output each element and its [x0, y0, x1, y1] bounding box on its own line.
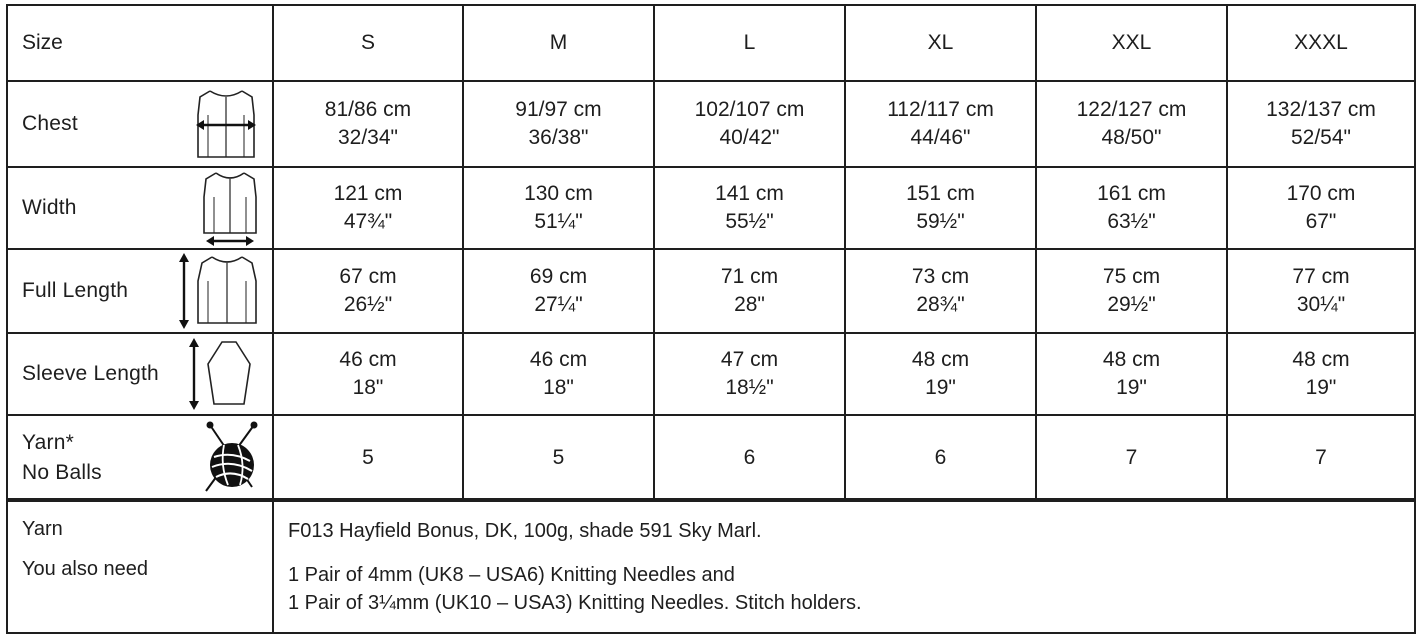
yarn-balls-xxl: 7	[1036, 415, 1227, 501]
full-length-xl: 73 cm 28¾"	[845, 249, 1036, 333]
materials-row	[7, 499, 1415, 633]
sleeve-length-label-cell	[7, 333, 273, 415]
width-xxl: 161 cm 63½"	[1036, 167, 1227, 249]
yarn-balls-label-cell	[7, 415, 273, 501]
full-length-m: 69 cm 27¼"	[463, 249, 654, 333]
chest-label-cell	[7, 81, 273, 167]
chest-xl: 112/117 cm 44/46"	[845, 81, 1036, 167]
materials-table	[6, 498, 1416, 634]
width-s: 121 cm 47¾"	[273, 167, 463, 249]
materials-label-cell	[7, 499, 273, 633]
materials-text-cell	[273, 499, 1415, 633]
header-row	[7, 5, 1415, 81]
width-l: 141 cm 55½"	[654, 167, 845, 249]
chest-s: 81/86 cm 32/34"	[273, 81, 463, 167]
chest-label: Chest	[22, 112, 78, 135]
full-length-xxl: 75 cm 29½"	[1036, 249, 1227, 333]
width-xxxl: 170 cm 67"	[1227, 167, 1415, 249]
chest-row	[7, 81, 1415, 167]
yarn-balls-label: Yarn* No Balls	[22, 431, 102, 484]
sleeve-length-xxl: 48 cm 19"	[1036, 333, 1227, 415]
full-length-row	[7, 249, 1415, 333]
sleeve-length-xl: 48 cm 19"	[845, 333, 1036, 415]
width-m: 130 cm 51¼"	[463, 167, 654, 249]
yarn-description: F013 Hayfield Bonus, DK, 100g, shade 591 Sky Marl.	[288, 520, 762, 542]
yarn-balls-xxxl: 7	[1227, 415, 1415, 501]
width-xl: 151 cm 59½"	[845, 167, 1036, 249]
full-length-xxxl: 77 cm 30¼"	[1227, 249, 1415, 333]
full-length-l: 71 cm 28"	[654, 249, 845, 333]
size-header-xl: XL	[845, 5, 1036, 81]
sleeve-length-m: 46 cm 18"	[463, 333, 654, 415]
chest-xxl: 122/127 cm 48/50"	[1036, 81, 1227, 167]
width-label-cell	[7, 167, 273, 249]
size-header-s: S	[273, 5, 463, 81]
chest-xxxl: 132/137 cm 52/54"	[1227, 81, 1415, 167]
width-row	[7, 167, 1415, 249]
full-length-measure-icon	[176, 251, 262, 331]
size-header: Size	[7, 5, 273, 81]
yarn-ball-needles-icon	[202, 421, 262, 495]
yarn-label: Yarn	[22, 518, 63, 540]
sleeve-length-row	[7, 333, 1415, 415]
size-chart	[6, 4, 1414, 632]
yarn-balls-row	[7, 415, 1415, 501]
chest-l: 102/107 cm 40/42"	[654, 81, 845, 167]
size-header-xxxl: XXXL	[1227, 5, 1415, 81]
needles-line-1: 1 Pair of 4mm (UK8 – USA6) Knitting Needles and	[288, 564, 735, 586]
sleeve-length-label: Sleeve Length	[22, 362, 159, 385]
full-length-label-cell	[7, 249, 273, 333]
you-also-need-label: You also need	[22, 558, 149, 580]
yarn-balls-l: 6	[654, 415, 845, 501]
size-header-l: L	[654, 5, 845, 81]
yarn-balls-m: 5	[463, 415, 654, 501]
full-length-s: 67 cm 26½"	[273, 249, 463, 333]
full-length-label: Full Length	[22, 279, 129, 302]
width-measure-icon	[198, 169, 262, 247]
sleeve-length-l: 47 cm 18½"	[654, 333, 845, 415]
size-table	[6, 4, 1416, 502]
chest-measure-icon	[190, 85, 262, 163]
width-label: Width	[22, 196, 77, 219]
size-header-m: M	[463, 5, 654, 81]
needles-line-2: 1 Pair of 3¼mm (UK10 – USA3) Knitting Needles. Stitch holders.	[288, 592, 862, 614]
sleeve-length-xxxl: 48 cm 19"	[1227, 333, 1415, 415]
sleeve-length-measure-icon	[186, 336, 262, 412]
sleeve-length-s: 46 cm 18"	[273, 333, 463, 415]
size-header-xxl: XXL	[1036, 5, 1227, 81]
yarn-balls-s: 5	[273, 415, 463, 501]
yarn-balls-xl: 6	[845, 415, 1036, 501]
chest-m: 91/97 cm 36/38"	[463, 81, 654, 167]
